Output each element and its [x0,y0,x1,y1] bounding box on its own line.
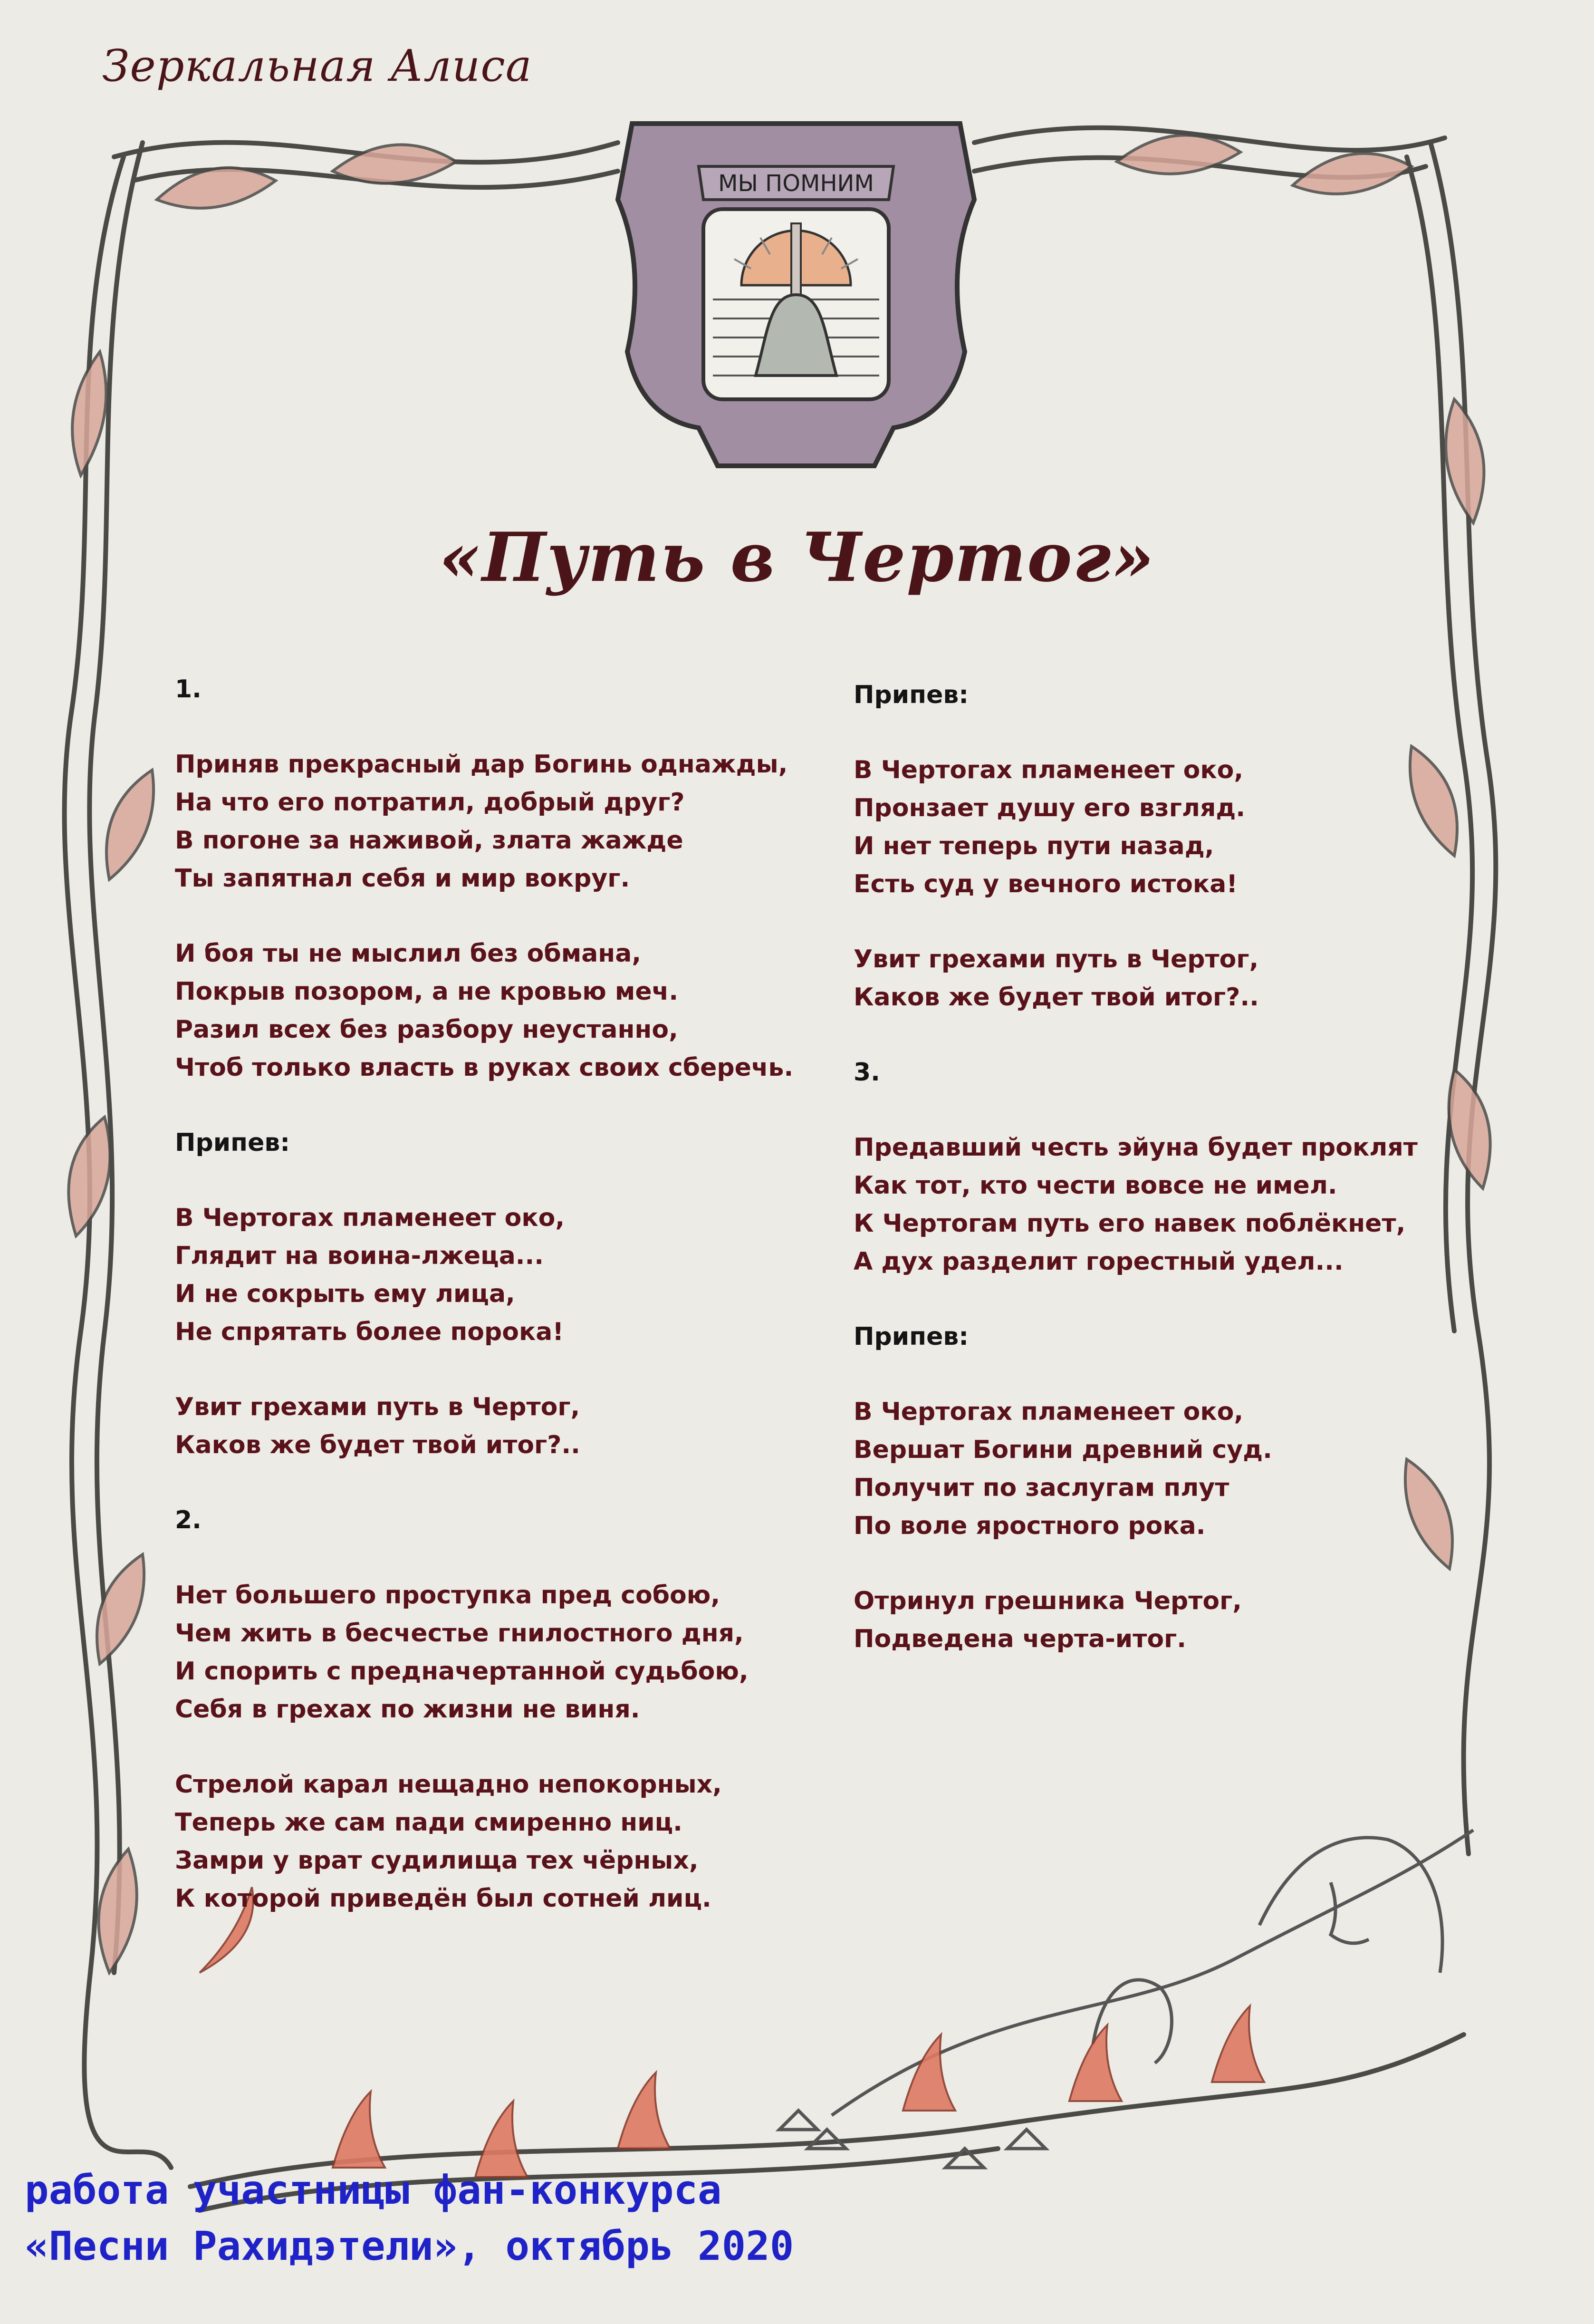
verse-line: Есть суд у вечного истока! [854,870,1238,898]
verse-line: Приняв прекрасный дар Богинь однажды, [175,750,788,779]
lyrics-block [854,1053,1471,1091]
section-label: 1. [175,675,202,704]
emblem-motto: МЫ ПОМНИМ [718,170,874,197]
lyrics-block [854,1128,1471,1281]
lyrics-left-column [175,670,850,1955]
verse-line: В погоне за наживой, злата жажде [175,826,683,855]
verse-line: По воле яростного рока. [854,1512,1206,1540]
section-label: Припев: [854,1322,969,1351]
lyrics-right-column [854,676,1471,1695]
song-title: «Путь в Чертог» [439,518,1155,597]
verse-line: Предавший честь эйуна будет проклят [854,1133,1418,1162]
verse-line: Получит по заслугам плут [854,1474,1229,1502]
verse-line: Нет большего проступка пред собою, [175,1581,720,1610]
verse-line: Пронзает душу его взгляд. [854,794,1246,822]
lyrics-block [854,1393,1471,1545]
verse-line: Глядит на воина-лжеца... [175,1242,544,1270]
verse-line: К которой приведён был сотней лиц. [175,1884,711,1913]
verse-line: Себя в грехах по жизни не виня. [175,1695,640,1724]
verse-line: К Чертогам путь его навек поблёкнет, [854,1209,1406,1238]
lyrics-block [175,1501,850,1539]
verse-line: Теперь же сам пади смиренно ниц. [175,1808,682,1837]
lyrics-block [175,1576,850,1728]
lyrics-block [854,676,1471,714]
verse-line: Подведена черта-итог. [854,1625,1187,1653]
verse-line: И не сокрыть ему лица, [175,1280,515,1308]
section-label: 2. [175,1506,202,1534]
verse-line: И боя ты не мыслил без обмана, [175,939,642,968]
verse-line: Как тот, кто чести вовсе не имел. [854,1171,1337,1200]
lyrics-block [175,745,850,897]
lyrics-block [854,940,1471,1016]
verse-line: В Чертогах пламенеет око, [175,1204,565,1232]
verse-line: Не спрятать более порока! [175,1318,564,1346]
section-label: 3. [854,1058,880,1087]
contest-caption-line-1: работа участницы фан-конкурса [25,2167,722,2213]
verse-line: Увит грехами путь в Чертог, [175,1393,580,1421]
verse-line: Отринул грешника Чертог, [854,1587,1242,1615]
verse-line: Покрыв позором, а не кровью меч. [175,977,679,1006]
lyrics-block [854,751,1471,903]
verse-line: Увит грехами путь в Чертог, [854,945,1259,974]
lyrics-block [854,1318,1471,1356]
verse-line: А дух разделит горестный удел... [854,1247,1344,1276]
contest-caption [25,2162,794,2274]
verse-line: Вершат Богини древний суд. [854,1436,1272,1464]
author-name: Зеркальная Алиса [102,40,532,91]
contest-caption-line-2: «Песни Рахидэтели», октябрь 2020 [25,2223,794,2269]
verse-line: И спорить с предначертанной судьбою, [175,1657,749,1686]
lyrics-block [175,1124,850,1162]
verse-line: Чем жить в бесчестье гнилостного дня, [175,1619,744,1648]
verse-line: И нет теперь пути назад, [854,832,1214,860]
bottom-scene-illustration [779,1830,1473,2168]
verse-line: В Чертогах пламенеет око, [854,756,1244,784]
section-label: Припев: [175,1128,290,1157]
lyrics-block [854,1582,1471,1658]
verse-line: Замри у врат судилища тех чёрных, [175,1846,699,1875]
section-label: Припев: [854,681,969,709]
verse-line: На что его потратил, добрый друг? [175,788,685,817]
lyrics-block [175,935,850,1087]
verse-line: Стрелой карал нещадно непокорных, [175,1770,722,1799]
lyrics-block [175,1388,850,1464]
verse-line: Разил всех без разбору неустанно, [175,1015,678,1044]
lyrics-block [175,670,850,708]
lyrics-block [175,1765,850,1918]
verse-line: Чтоб только власть в руках своих сберечь. [175,1053,794,1082]
verse-line: Ты запятнал себя и мир вокруг. [175,864,630,893]
verse-line: Каков же будет твой итог?.. [175,1431,580,1459]
lyrics-block [175,1199,850,1351]
verse-line: В Чертогах пламенеет око, [854,1398,1244,1426]
verse-line: Каков же будет твой итог?.. [854,983,1259,1012]
